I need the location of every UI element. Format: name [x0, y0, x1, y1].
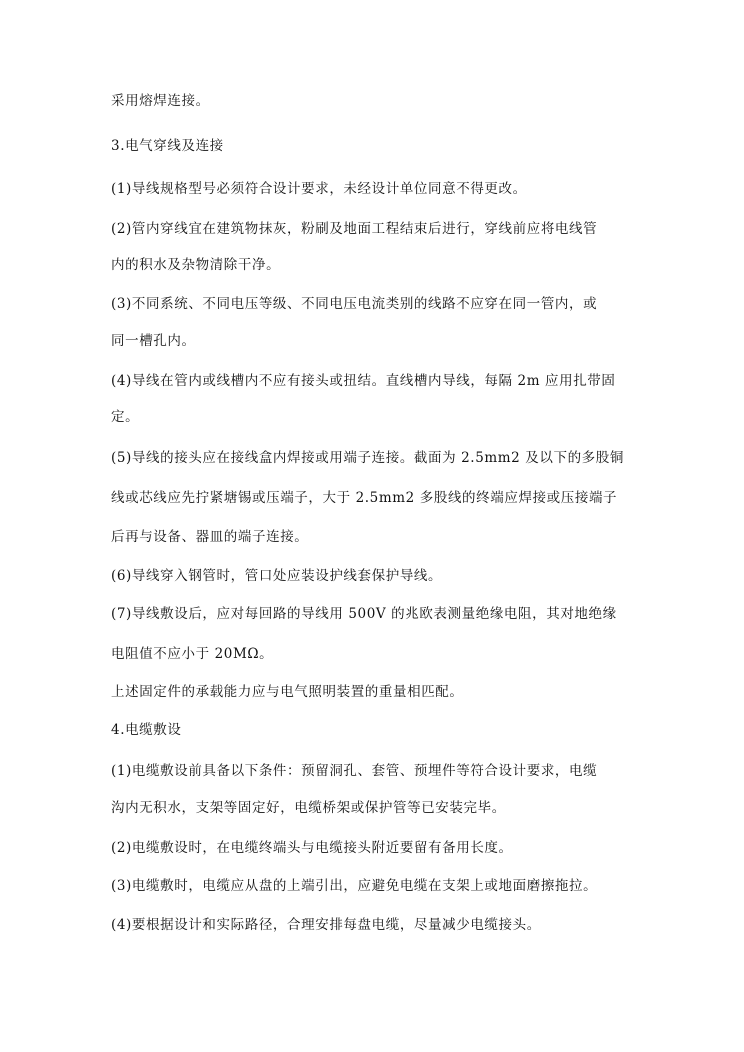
text-line: 采用熔焊连接。 [111, 93, 210, 109]
text-line: (6)导线穿入钢管时，管口处应装设护线套保护导线。 [111, 568, 443, 584]
text-line: (4)导线在管内或线槽内不应有接头或扭结。直线槽内导线，每隔 2m 应用扎带固 [111, 373, 616, 389]
section-heading: 4.电缆敷设 [111, 722, 182, 738]
text-line: (7)导线敷设后，应对每回路的导线用 500V 的兆欧表测量绝缘电阻，其对地绝缘 [111, 606, 617, 622]
text-line: 后再与设备、器皿的端子连接。 [111, 529, 309, 545]
text-line: (3)电缆敷时，电缆应从盘的上端引出，应避免电缆在支架上或地面磨擦拖拉。 [111, 878, 598, 894]
text-line: 同一槽孔内。 [111, 333, 196, 349]
text-line: 上述固定件的承载能力应与电气照明装置的重量相匹配。 [111, 684, 464, 700]
text-line: 内的积水及杂物清除干净。 [111, 257, 281, 273]
text-line: 线或芯线应先拧紧塘锡或压端子，大于 2.5mm2 多股线的终端应焊接或压接端子 [111, 490, 618, 506]
text-line: (3)不同系统、不同电压等级、不同电压电流类别的线路不应穿在同一管内，或 [111, 296, 598, 312]
text-line: (2)电缆敷设时，在电缆终端头与电缆接头附近要留有备用长度。 [111, 840, 513, 856]
text-line: 沟内无积水，支架等固定好，电缆桥架或保护管等已安装完毕。 [111, 800, 506, 816]
text-line: 定。 [111, 409, 140, 425]
section-heading: 3.电气穿线及连接 [111, 138, 224, 154]
text-line: (1)电缆敷设前具备以下条件：预留洞孔、套管、预埋件等符合设计要求，电缆 [111, 763, 598, 779]
text-line: 电阻值不应小于 20MΩ。 [111, 646, 274, 662]
text-line: (4)要根据设计和实际路径，合理安排每盘电缆，尽量减少电缆接头。 [111, 917, 541, 933]
text-line: (2)管内穿线宜在建筑物抹灰，粉刷及地面工程结束后进行，穿线前应将电线管 [111, 221, 598, 237]
text-line: (5)导线的接头应在接线盒内焊接或用端子连接。截面为 2.5mm2 及以下的多股铜 [111, 450, 624, 466]
text-line: (1)导线规格型号必须符合设计要求，未经设计单位同意不得更改。 [111, 181, 527, 197]
